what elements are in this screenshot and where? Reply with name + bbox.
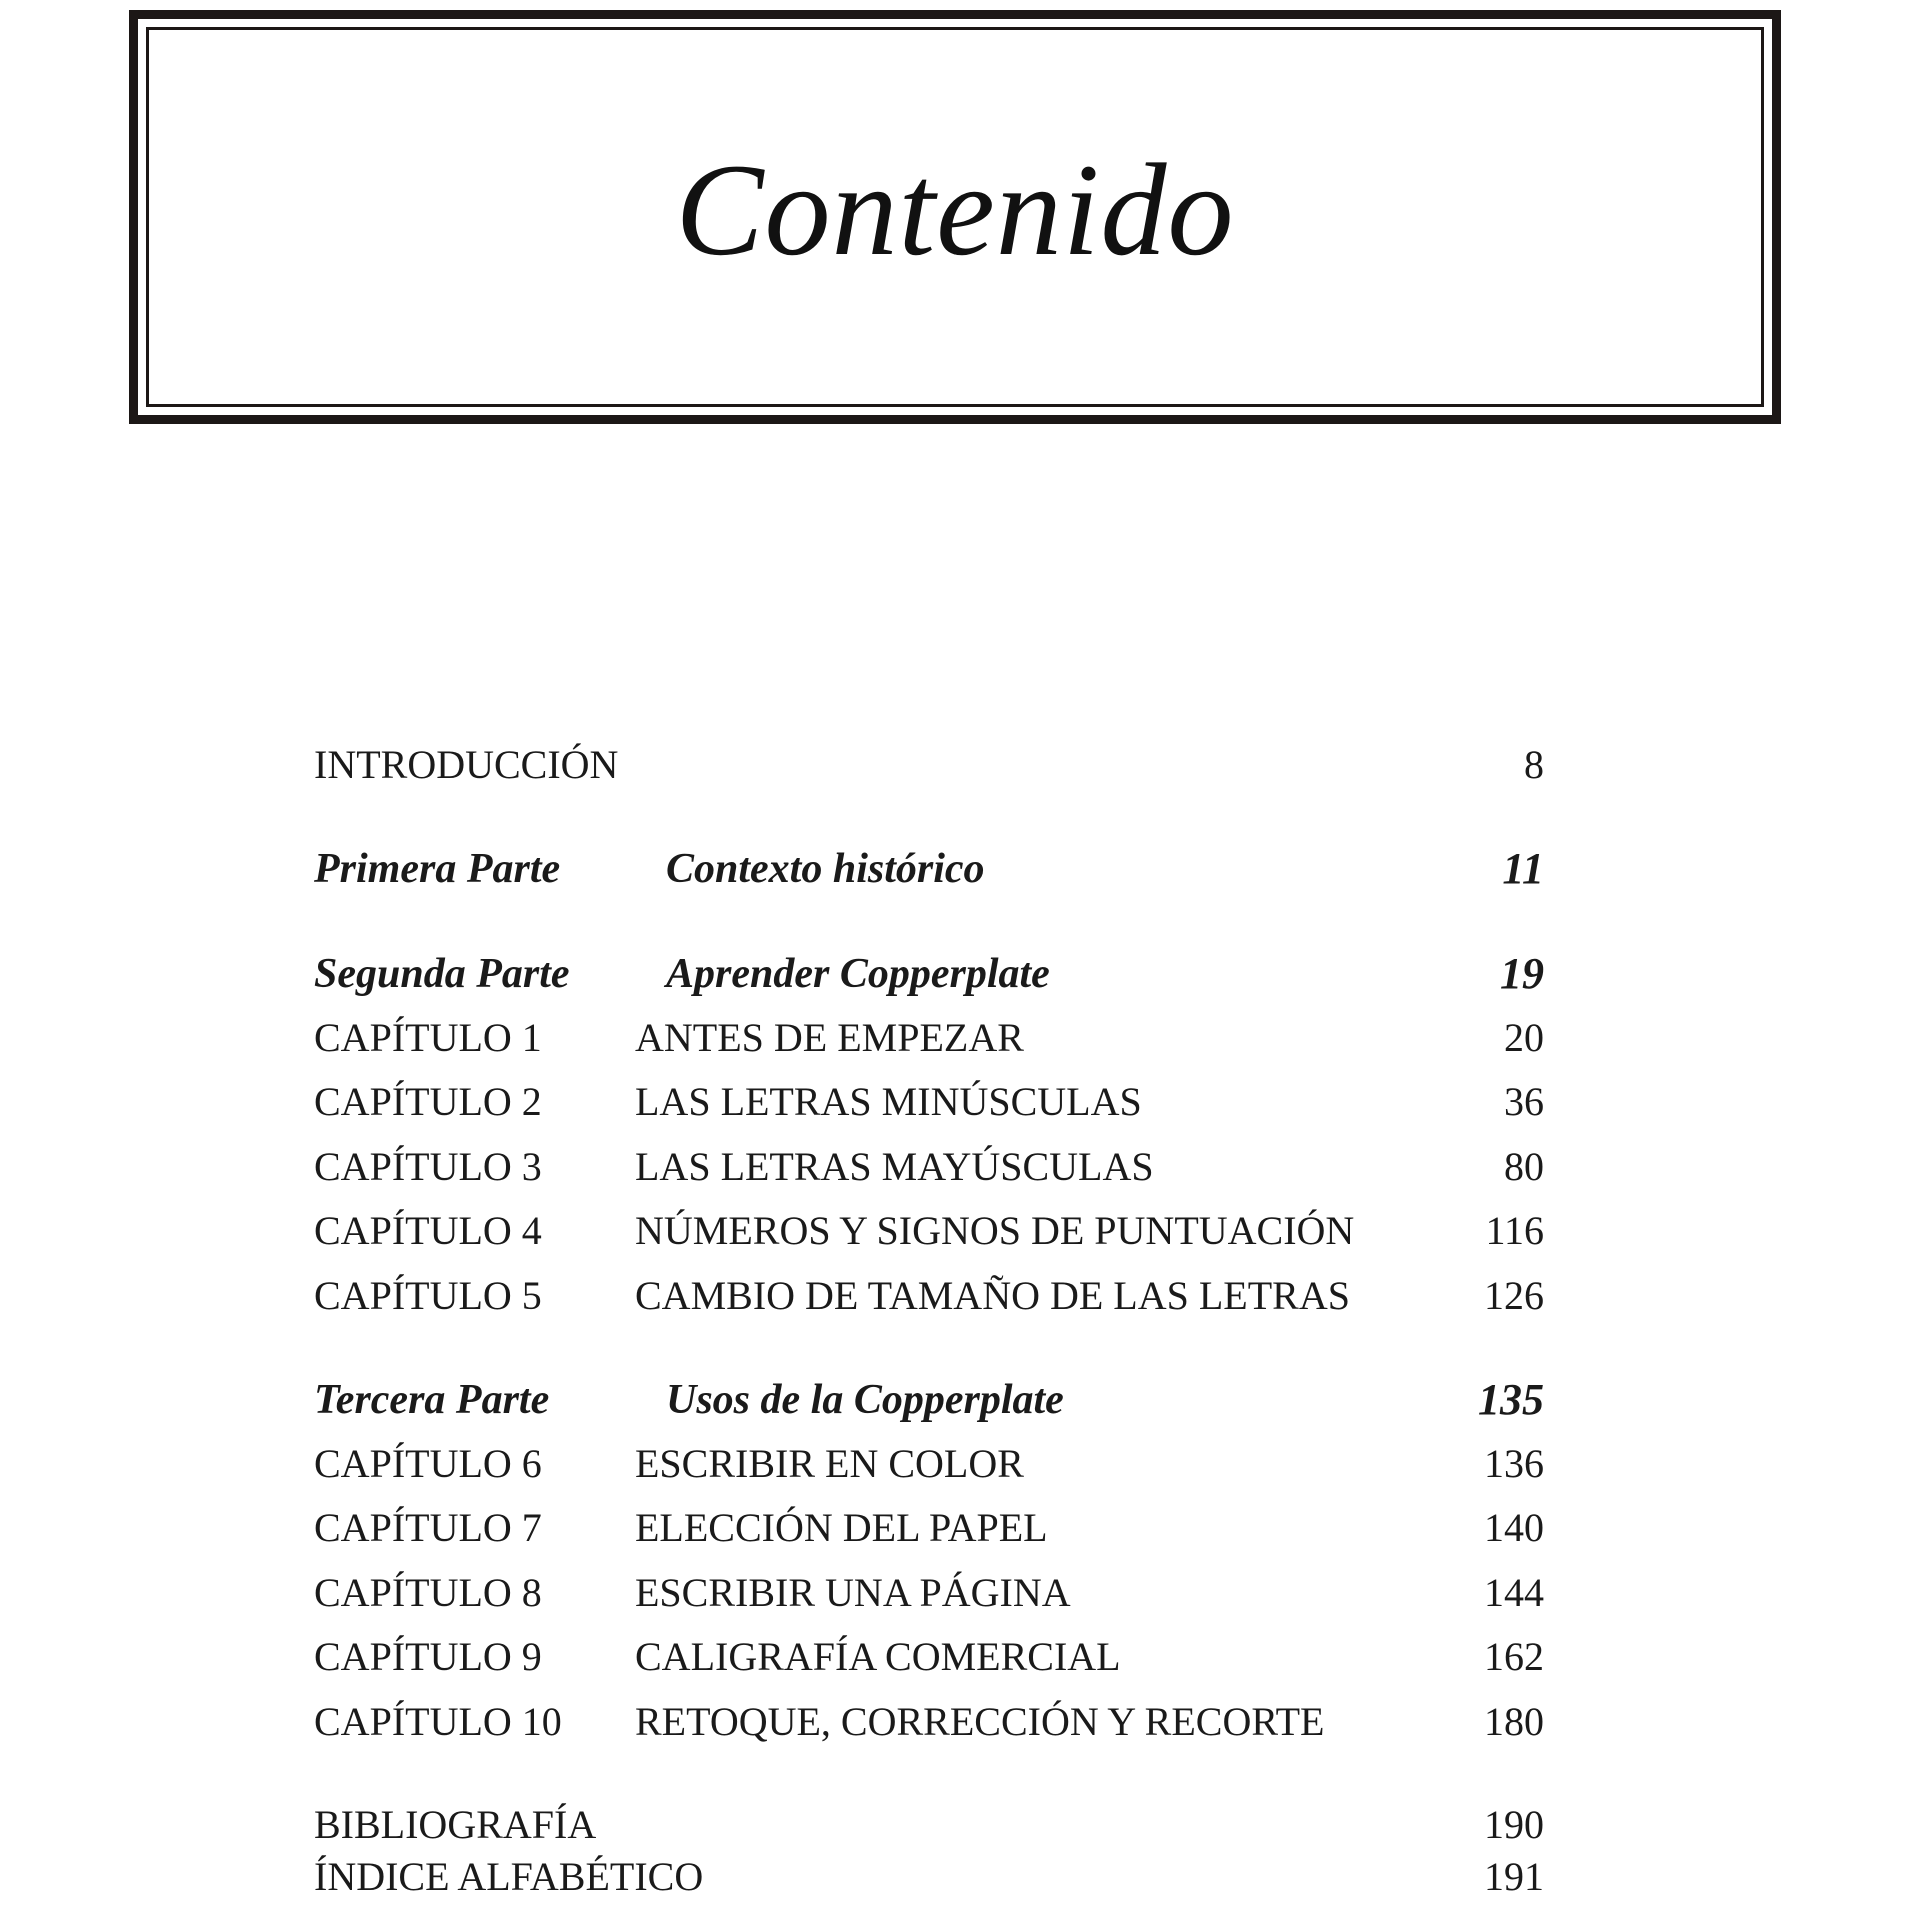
toc-entry-label: BIBLIOGRAFÍA	[314, 1802, 597, 1847]
toc-chapter-title: CALIGRAFÍA COMERCIAL	[635, 1634, 1121, 1679]
toc-part-label: Segunda Parte	[314, 951, 570, 997]
toc-entry-bibliography[interactable]	[314, 1799, 1544, 1851]
toc-chapter-7[interactable]	[314, 1502, 1544, 1554]
toc-chapter-label: CAPÍTULO 3	[314, 1144, 542, 1189]
toc-entry-label: INTRODUCCIÓN	[314, 742, 619, 787]
toc-chapter-title: CAMBIO DE TAMAÑO DE LAS LETRAS	[635, 1273, 1350, 1318]
toc-entry-page: 191	[1484, 1854, 1544, 1899]
toc-chapter-title: RETOQUE, CORRECCIÓN Y RECORTE	[635, 1699, 1325, 1744]
toc-chapter-label: CAPÍTULO 8	[314, 1570, 542, 1615]
toc-chapter-6[interactable]	[314, 1438, 1544, 1490]
toc-part-title: Aprender Copperplate	[666, 951, 1050, 997]
toc-chapter-title: ANTES DE EMPEZAR	[635, 1015, 1024, 1060]
toc-chapter-page: 162	[1484, 1634, 1544, 1679]
toc-chapter-label: CAPÍTULO 6	[314, 1441, 542, 1486]
toc-chapter-label: CAPÍTULO 9	[314, 1634, 542, 1679]
toc-chapter-page: 126	[1484, 1273, 1544, 1318]
page-title: Contenido	[675, 136, 1235, 283]
toc-chapter-page: 136	[1484, 1441, 1544, 1486]
toc-chapter-page: 116	[1485, 1208, 1544, 1253]
toc-entry-label: ÍNDICE ALFABÉTICO	[314, 1854, 704, 1899]
toc-part-2[interactable]	[314, 948, 1544, 1000]
toc-chapter-page: 36	[1504, 1079, 1544, 1124]
toc-chapter-title: LAS LETRAS MINÚSCULAS	[635, 1079, 1142, 1124]
toc-chapter-label: CAPÍTULO 10	[314, 1699, 562, 1744]
toc-part-label: Tercera Parte	[314, 1377, 550, 1423]
toc-chapter-9[interactable]	[314, 1631, 1544, 1683]
toc-part-title: Usos de la Copperplate	[666, 1377, 1064, 1423]
toc-part-label: Primera Parte	[314, 846, 561, 892]
toc-chapter-title: ELECCIÓN DEL PAPEL	[635, 1505, 1048, 1550]
toc-chapter-page: 20	[1504, 1015, 1544, 1060]
toc-chapter-title: ESCRIBIR UNA PÁGINA	[635, 1570, 1071, 1615]
toc-chapter-page: 180	[1484, 1699, 1544, 1744]
toc-chapter-4[interactable]	[314, 1205, 1544, 1257]
toc-part-page: 135	[1478, 1375, 1544, 1424]
toc-chapter-page: 144	[1484, 1570, 1544, 1615]
toc-chapter-title: NÚMEROS Y SIGNOS DE PUNTUACIÓN	[635, 1208, 1355, 1253]
toc-entry-page: 8	[1524, 742, 1544, 787]
toc-entry-introduction[interactable]	[314, 739, 1544, 791]
toc-chapter-5[interactable]	[314, 1270, 1544, 1322]
toc-chapter-label: CAPÍTULO 5	[314, 1273, 542, 1318]
toc-chapter-label: CAPÍTULO 2	[314, 1079, 542, 1124]
toc-chapter-label: CAPÍTULO 4	[314, 1208, 542, 1253]
toc-part-page: 11	[1502, 844, 1544, 893]
toc-chapter-2[interactable]	[314, 1076, 1544, 1128]
toc-chapter-8[interactable]	[314, 1567, 1544, 1619]
toc-chapter-title: LAS LETRAS MAYÚSCULAS	[635, 1144, 1154, 1189]
toc-chapter-3[interactable]	[314, 1141, 1544, 1193]
toc-chapter-10[interactable]	[314, 1696, 1544, 1748]
toc-chapter-page: 140	[1484, 1505, 1544, 1550]
toc-chapter-page: 80	[1504, 1144, 1544, 1189]
toc-part-1[interactable]	[314, 843, 1544, 895]
toc-chapter-label: CAPÍTULO 7	[314, 1505, 542, 1550]
toc-part-title: Contexto histórico	[666, 846, 985, 892]
toc-chapter-title: ESCRIBIR EN COLOR	[635, 1441, 1024, 1486]
toc-part-3[interactable]	[314, 1374, 1544, 1426]
toc-part-page: 19	[1500, 949, 1544, 998]
toc-entry-index[interactable]	[314, 1851, 1544, 1903]
toc-entry-page: 190	[1484, 1802, 1544, 1847]
toc-chapter-label: CAPÍTULO 1	[314, 1015, 542, 1060]
toc-chapter-1[interactable]	[314, 1012, 1544, 1064]
